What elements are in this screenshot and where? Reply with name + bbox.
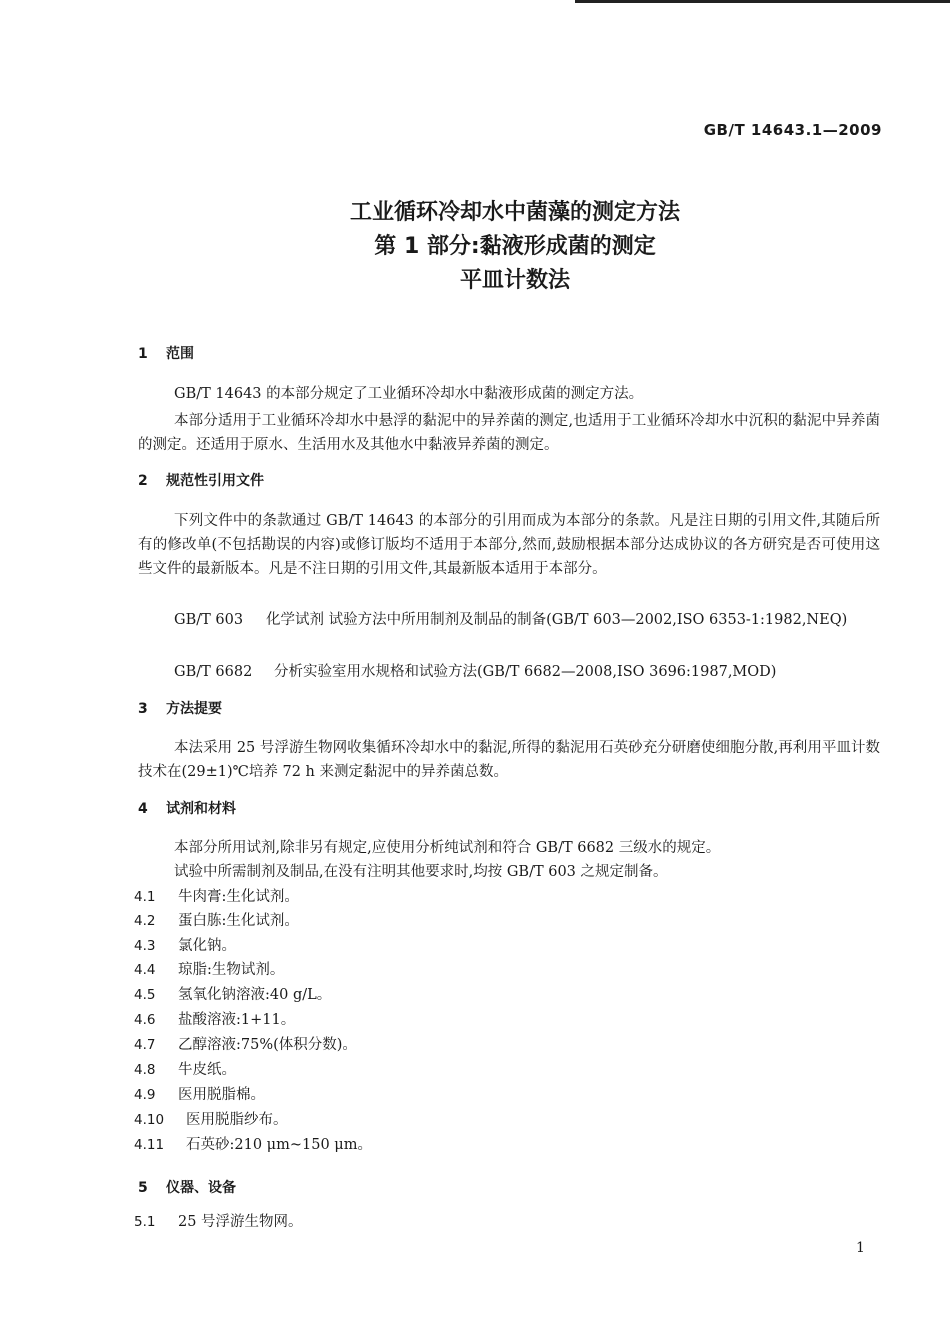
reference-text: 分析实验室用水规格和试验方法(GB/T 6682—2008,ISO 3696:1987,MOD) <box>274 664 777 680</box>
section-4-heading <box>138 798 236 818</box>
list-item <box>134 1135 372 1155</box>
item-text: 氢氧化钠溶液:40 g/L。 <box>178 987 332 1003</box>
list-item <box>134 1085 265 1105</box>
section-3-heading <box>138 698 222 718</box>
item-text: 乙醇溶液:75%(体积分数)。 <box>178 1037 357 1053</box>
section-number: 3 <box>138 701 148 717</box>
scan-border-line <box>575 0 950 3</box>
item-text: 医用脱脂纱布。 <box>186 1112 288 1128</box>
paragraph: 本法采用 25 号浮游生物网收集循环冷却水中的黏泥,所得的黏泥用石英砂充分研磨使细胞分散,再利用平皿计数技术在(29±1)℃培养 72 h 来测定黏泥中的异养菌总数。 <box>138 740 880 780</box>
list-item <box>134 911 299 931</box>
section-title: 范围 <box>166 346 194 362</box>
item-number: 4.10 <box>134 1112 165 1128</box>
document-title <box>0 196 950 298</box>
item-text: 石英砂:210 μm~150 μm。 <box>186 1137 372 1153</box>
title-line-3: 平皿计数法 <box>459 268 570 293</box>
section-number: 1 <box>138 346 148 362</box>
section-title: 仪器、设备 <box>166 1180 236 1196</box>
standard-code: GB/T 14643.1—2009 <box>703 121 882 139</box>
section-title: 规范性引用文件 <box>166 473 264 489</box>
item-number: 4.11 <box>134 1137 165 1153</box>
item-text: 牛皮纸。 <box>178 1062 236 1078</box>
item-text: 医用脱脂棉。 <box>178 1087 265 1103</box>
list-item <box>134 1212 303 1232</box>
section-number: 2 <box>138 473 148 489</box>
item-number: 4.3 <box>134 938 156 954</box>
paragraph: 试验中所需制剂及制品,在没有注明其他要求时,均按 GB/T 603 之规定制备。 <box>174 864 668 880</box>
reference-item <box>174 608 884 632</box>
section-5-heading <box>138 1177 236 1197</box>
list-item <box>134 1035 357 1055</box>
section-1-heading <box>138 343 194 363</box>
item-number: 4.9 <box>134 1087 156 1103</box>
item-text: 牛肉膏:生化试剂。 <box>178 889 299 905</box>
item-text: 盐酸溶液:1+11。 <box>178 1012 296 1028</box>
paragraph: 下列文件中的条款通过 GB/T 14643 的本部分的引用而成为本部分的条款。凡是注日期的引用文件,其随后所有的修改单(不包括勘误的内容)或修订版均不适用于本部分,然而,鼓励根据本部分达成协议的各方研究是否可使用这些文件的最新版本。凡是不注日期的引用文件,其最新版本适用于本部分。 <box>138 513 880 577</box>
item-number: 4.8 <box>134 1062 156 1078</box>
title-line-2: 第 1 部分:黏液形成菌的测定 <box>374 234 656 259</box>
item-number: 4.4 <box>134 962 156 978</box>
item-number: 4.1 <box>134 889 156 905</box>
item-text: 氯化钠。 <box>178 938 236 954</box>
reference-text: 化学试剂 试验方法中所用制剂及制品的制备(GB/T 603—2002,ISO 6353-1:1982,NEQ) <box>266 612 848 628</box>
item-number: 4.6 <box>134 1012 156 1028</box>
list-item <box>134 936 236 956</box>
paragraph: GB/T 14643 的本部分规定了工业循环冷却水中黏液形成菌的测定方法。 <box>174 386 644 402</box>
reference-code: GB/T 6682 <box>174 664 253 680</box>
list-item <box>134 985 331 1005</box>
reference-item <box>174 660 884 684</box>
section-number: 4 <box>138 801 148 817</box>
paragraph: 本部分适用于工业循环冷却水中悬浮的黏泥中的异养菌的测定,也适用于工业循环冷却水中沉积的黏泥中异养菌的测定。还适用于原水、生活用水及其他水中黏液异养菌的测定。 <box>138 413 880 453</box>
item-text: 25 号浮游生物网。 <box>178 1214 303 1230</box>
list-item <box>134 960 284 980</box>
item-text: 琼脂:生物试剂。 <box>178 962 285 978</box>
list-item <box>134 1110 288 1130</box>
item-number: 5.1 <box>134 1214 156 1230</box>
item-number: 4.5 <box>134 987 156 1003</box>
list-item <box>134 1010 295 1030</box>
list-item <box>134 887 299 907</box>
list-item <box>134 1060 236 1080</box>
item-number: 4.2 <box>134 913 156 929</box>
paragraph: 本部分所用试剂,除非另有规定,应使用分析纯试剂和符合 GB/T 6682 三级水的规定。 <box>174 840 721 856</box>
reference-code: GB/T 603 <box>174 612 244 628</box>
section-title: 方法提要 <box>166 701 222 717</box>
section-number: 5 <box>138 1180 148 1196</box>
page-number: 1 <box>856 1240 865 1256</box>
item-text: 蛋白胨:生化试剂。 <box>178 913 299 929</box>
section-2-heading <box>138 470 264 490</box>
section-title: 试剂和材料 <box>166 801 236 817</box>
item-number: 4.7 <box>134 1037 156 1053</box>
title-line-1: 工业循环冷却水中菌藻的测定方法 <box>349 200 680 225</box>
